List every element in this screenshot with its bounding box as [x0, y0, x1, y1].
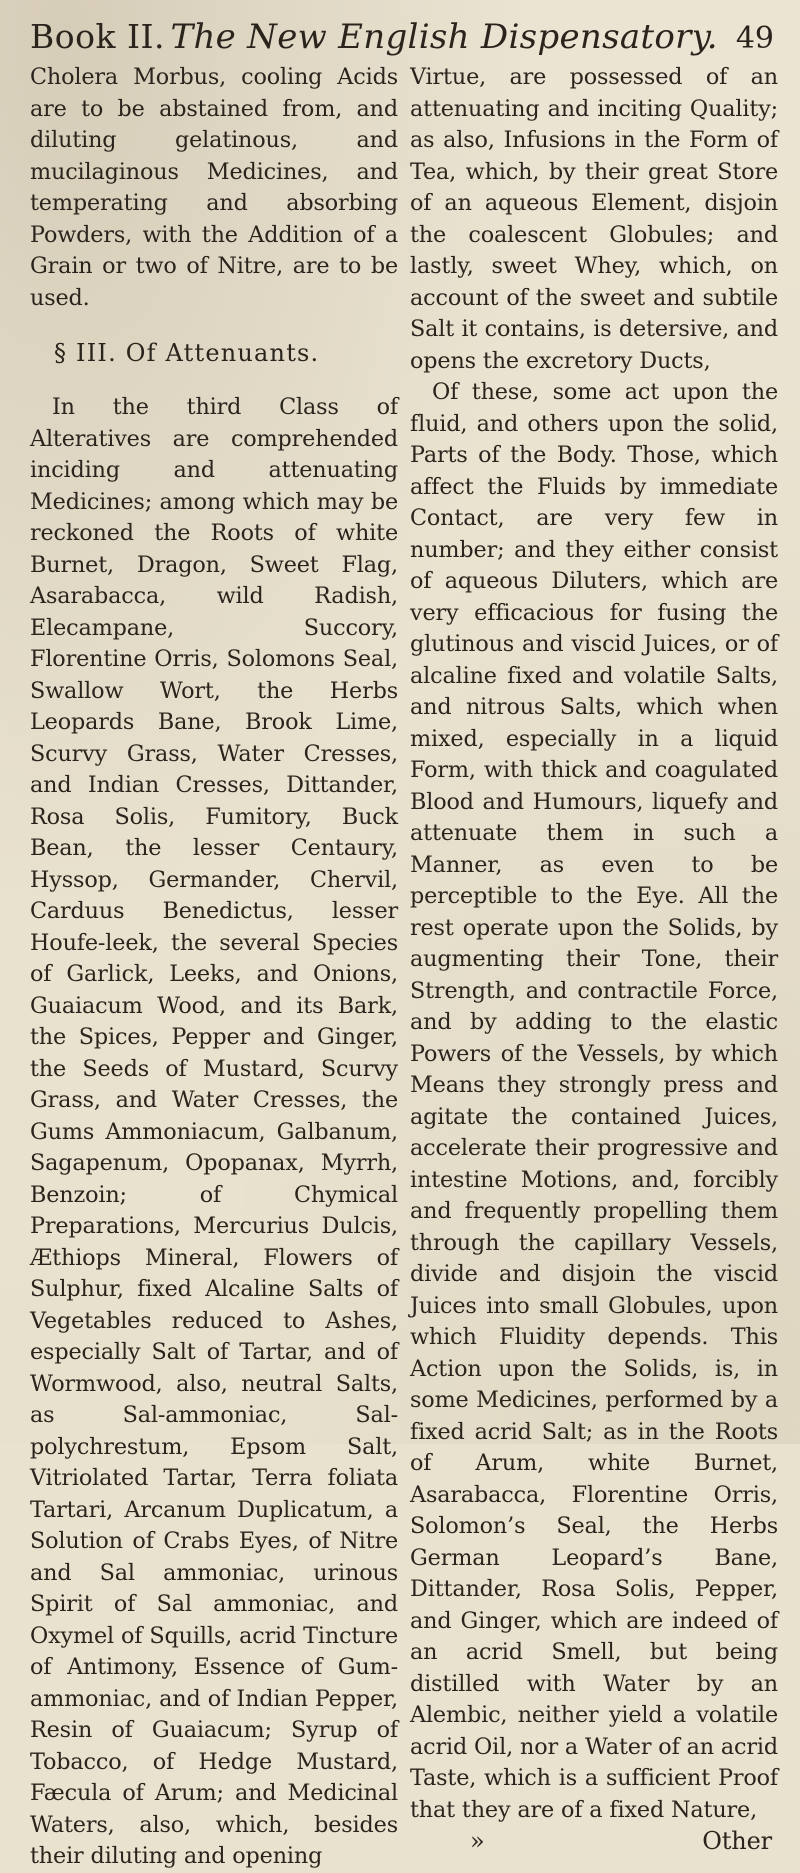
text-columns: [30, 62, 778, 1873]
book-title: The New English Dispensatory.: [170, 17, 718, 57]
running-head: [30, 12, 778, 62]
right-paragraph-action: Of these, some act upon the fluid, and others upon the solid, Parts of the Body. Those, which affect the Fluids by immediate Contact, are very few in number; and they either consist of aqueous Diluters, which are very efficacious for fusing the glutinous and viscid Juices, or of alcaline fixed and volatile Salts, and nitrous Salts, which when mixed, especially in a liquid Form, with thick and coagulated Blood and Humours, liquefy and attenuate them in such a Manner, as even to be perceptible to the Eye. All the rest operate upon the Solids, by augmenting their Tone, their Strength, and contractile Force, and by adding to the elastic Powers of the Vessels, by which Means they strongly press and agitate the contained Juices, accelerate their progressive and intestine Motions, and, forcibly and frequently propelling them through the capillary Vessels, divide and disjoin the viscid Juices into small Globules, upon which Fluidity depends. This Action upon the Solids, is, in some Medicines, performed by a fixed acrid Salt; as in the Roots of Arum, white Burnet, Asarabacca, Florentine Orris, Solomon’s Seal, the Herbs German Leopard’s Bane, Dittander, Rosa Solis, Pepper, and Ginger, which are indeed of an acrid Smell, but being distilled with Water by an Alembic, neither yield a volatile acrid Oil, nor a Water of an acrid Taste, which is a sufficient Proof that they are of a fixed Nature,: [410, 379, 778, 1823]
page-number: 49: [735, 21, 774, 56]
section-heading: § III. Of Attenuants.: [54, 339, 320, 367]
signature-mark: »: [470, 1827, 485, 1855]
left-column: [30, 62, 398, 1873]
right-column: [410, 62, 778, 1873]
left-paragraph-attenuants: In the third Class of Alteratives are comprehended inciding and attenuating Medicines; among which may be reckoned the Roots of white Burnet, Dragon, Sweet Flag, Asarabacca, wild Radish, Elecampane, Succory, Florentine Orris, Solomons Seal, Swallow Wort, the Herbs Leopards Bane, Brook Lime, Scurvy Grass, Water Cresses, and Indian Cresses, Dittander, Rosa Solis, Fumitory, Buck Bean, the lesser Centaury, Hyssop, Germander, Chervil, Carduus Benedictus, lesser Houfe-leek, the several Species of Garlick, Leeks, and Onions, Guaiacum Wood, and its Bark, the Spices, Pepper and Ginger, the Seeds of Mustard, Scurvy Grass, and Water Cresses, the Gums Ammoniacum, Galbanum, Sagapenum, Opopanax, Myrrh, Benzoin; of Chymical Preparations, Mercurius Dulcis, Æthiops Mineral, Flowers of Sulphur, fixed Alcaline Salts of Vegetables reduced to Ashes, especially Salt of Tartar, and of Wormwood, also, neutral Salts, as Sal-ammoniac, Sal-polychrestum, Epsom Salt, Vitriolated Tartar, Terra foliata Tartari, Arcanum Duplicatum, a Solution of Crabs Eyes, of Nitre and Sal ammoniac, urinous Spirit of Sal ammoniac, and Oxymel of Squills, acrid Tincture of Antimony, Essence of Gum-ammoniac, and of Indian Pepper, Resin of Guaiacum; Syrup of Tobacco, of Hedge Mustard, Fæcula of Arum; and Medicinal Waters, also, which, besides their diluting and opening: [30, 394, 398, 1869]
left-paragraph-continued: Cholera Morbus, cooling Acids are to be abstained from, and diluting gelatinous, and mucilaginous Medicines, and temperating and absorbing Powders, with the Addition of a Grain or two of Nitre, are to be used.: [30, 64, 398, 311]
catchword-line: [410, 1826, 778, 1858]
book-label: Book II.: [30, 17, 166, 56]
catchword: Other: [702, 1827, 772, 1855]
right-paragraph-continued: Virtue, are possessed of an attenuating and inciting Quality; as also, Infusions in the Form of Tea, which, by their great Store of an aqueous Element, disjoin the coalescent Globules; and lastly, sweet Whey, which, on account of the sweet and subtile Salt it contains, is detersive, and opens the excretory Ducts,: [410, 64, 778, 374]
